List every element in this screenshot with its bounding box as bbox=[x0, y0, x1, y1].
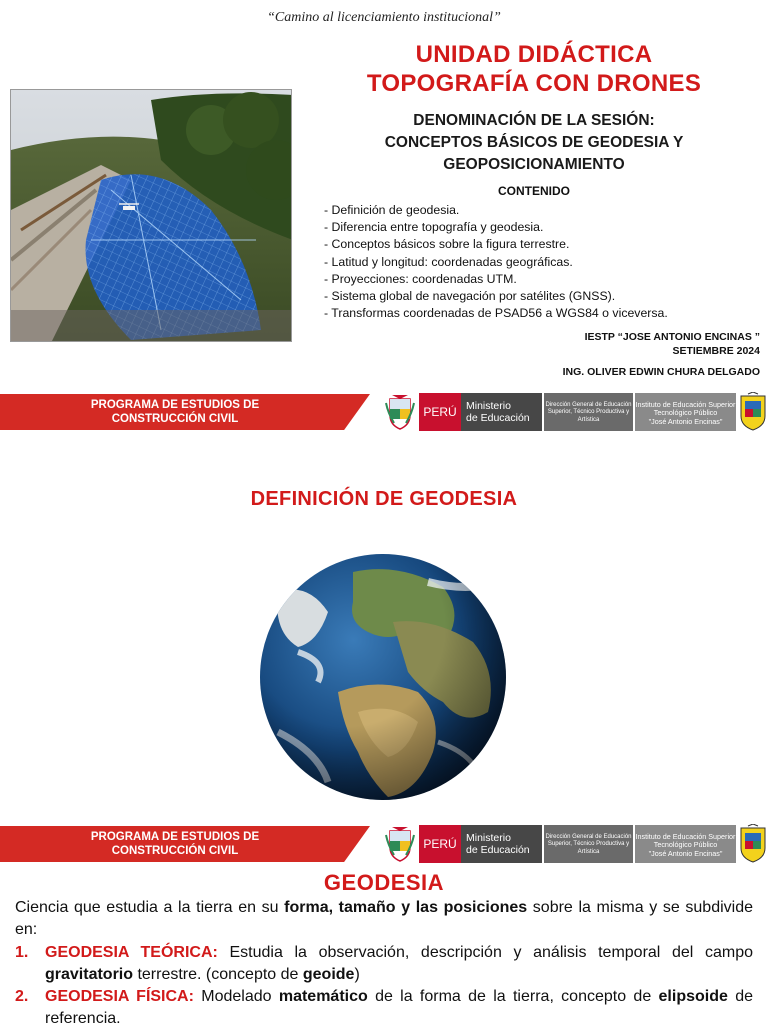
institution-banner bbox=[0, 822, 768, 868]
institution-crest-icon bbox=[738, 824, 768, 864]
session-line-2: CONCEPTOS BÁSICOS DE GEODESIA Y bbox=[384, 134, 684, 151]
item-label: GEODESIA FÍSICA: bbox=[45, 988, 194, 1005]
title-line-1: UNIDAD DIDÁCTICA bbox=[415, 41, 653, 68]
intro-text: Ciencia que estudia a la tierra en su bbox=[15, 899, 285, 916]
list-item bbox=[15, 942, 753, 986]
session-title bbox=[300, 110, 768, 176]
peru-coat-of-arms-icon bbox=[384, 393, 416, 431]
author-name: ING. OLIVER EDWIN CHURA DELGADO bbox=[562, 366, 760, 378]
program-line-2: CONSTRUCCIÓN CIVIL bbox=[111, 413, 239, 425]
institution-banner bbox=[0, 390, 768, 436]
direccion-general-label bbox=[544, 825, 634, 863]
geodesia-title: GEODESIA bbox=[323, 870, 445, 895]
list-item: - Diferencia entre topografía y geodesia. bbox=[324, 220, 544, 235]
item-text: terrestre. (concepto de bbox=[133, 966, 303, 983]
program-name bbox=[20, 398, 330, 426]
peru-coat-of-arms-icon bbox=[384, 825, 416, 863]
instituto-label bbox=[635, 393, 736, 431]
item-text: Estudia la observación, descripción y análisis temporal del campo bbox=[217, 944, 754, 961]
dg-line-1: Dirección General de Educación bbox=[545, 402, 632, 408]
list-item: - Sistema global de navegación por satélites (GNSS). bbox=[324, 289, 616, 304]
inst-line-1: Instituto de Educación Superior bbox=[635, 400, 736, 409]
intro-text-end: sobre la misma y se subdivide en: bbox=[15, 899, 754, 938]
title-line-2: TOPOGRAFÍA CON DRONES bbox=[366, 70, 702, 97]
list-item bbox=[15, 986, 753, 1024]
item-text: de referencia. bbox=[45, 988, 753, 1024]
item-number: 2. bbox=[15, 988, 29, 1005]
peru-label: PERÚ bbox=[419, 393, 461, 431]
inst-line-3: "José Antonio Encinas" bbox=[648, 416, 723, 426]
item-bold: gravitatorio bbox=[45, 966, 134, 983]
institution-name: IESTP “JOSE ANTONIO ENCINAS ” bbox=[584, 331, 760, 343]
program-name bbox=[20, 830, 330, 858]
item-text: Modelado bbox=[193, 988, 279, 1005]
definition-title: DEFINICIÓN DE GEODESIA bbox=[250, 488, 518, 510]
dg-line-2: Superior, Técnico Productiva y bbox=[547, 841, 630, 848]
geodesia-body bbox=[15, 897, 753, 1024]
peru-label: PERÚ bbox=[419, 825, 461, 863]
motto-text: “Camino al licenciamiento institucional” bbox=[267, 10, 501, 25]
item-text: de la forma de la tierra, concepto de bbox=[367, 988, 659, 1005]
inst-line-2: Tecnológico Público bbox=[653, 840, 718, 850]
program-line-1: PROGRAMA DE ESTUDIOS DE bbox=[90, 831, 260, 843]
dg-line-1: Dirección General de Educación bbox=[545, 834, 632, 840]
dg-line-3: Artística bbox=[577, 848, 600, 855]
contenido-heading: CONTENIDO bbox=[498, 184, 570, 198]
item-label: GEODESIA TEÓRICA: bbox=[45, 944, 218, 961]
inst-line-2: Tecnológico Público bbox=[653, 408, 718, 418]
earth-globe-icon bbox=[258, 552, 508, 802]
ministerio-line-2: de Educación bbox=[466, 412, 530, 424]
program-line-1: PROGRAMA DE ESTUDIOS DE bbox=[90, 399, 260, 411]
session-date: SETIEMBRE 2024 bbox=[672, 345, 760, 357]
institution-crest-icon bbox=[738, 392, 768, 432]
list-item: - Proyecciones: coordenadas UTM. bbox=[324, 271, 517, 286]
list-item: - Definición de geodesia. bbox=[324, 203, 460, 217]
list-item: - Latitud y longitud: coordenadas geográficas. bbox=[324, 254, 573, 269]
program-line-2: CONSTRUCCIÓN CIVIL bbox=[111, 845, 239, 857]
dg-line-2: Superior, Técnico Productiva y bbox=[547, 409, 630, 416]
inst-line-1: Instituto de Educación Superior bbox=[635, 832, 736, 841]
direccion-general-label bbox=[544, 393, 634, 431]
session-line-3: GEOPOSICIONAMIENTO bbox=[443, 156, 625, 173]
unit-title bbox=[300, 40, 768, 98]
ministerio-line-1: Ministerio bbox=[466, 832, 511, 844]
session-line-1: DENOMINACIÓN DE LA SESIÓN: bbox=[413, 112, 655, 129]
instituto-label bbox=[635, 825, 736, 863]
item-bold: matemático bbox=[278, 988, 368, 1005]
intro-bold: forma, tamaño y las posiciones bbox=[284, 899, 528, 916]
ministerio-line-2: de Educación bbox=[466, 844, 530, 856]
item-bold: geoide bbox=[302, 966, 355, 983]
item-body bbox=[45, 942, 753, 986]
ministerio-label bbox=[461, 825, 543, 863]
item-body bbox=[45, 986, 753, 1024]
inst-line-3: "José Antonio Encinas" bbox=[648, 848, 723, 858]
geodesia-intro bbox=[15, 897, 753, 941]
item-number: 1. bbox=[15, 944, 29, 961]
dg-line-3: Artística bbox=[577, 416, 600, 423]
item-text: ) bbox=[354, 966, 360, 983]
drone-survey-photo bbox=[10, 89, 292, 342]
ministerio-label bbox=[461, 393, 543, 431]
contenido-list bbox=[324, 202, 668, 322]
list-item: - Transformas coordenadas de PSAD56 a WGS84 o viceversa. bbox=[324, 306, 668, 321]
list-item: - Conceptos básicos sobre la figura terrestre. bbox=[324, 237, 570, 252]
ministerio-line-1: Ministerio bbox=[466, 400, 511, 412]
item-bold: elipsoide bbox=[658, 988, 728, 1005]
